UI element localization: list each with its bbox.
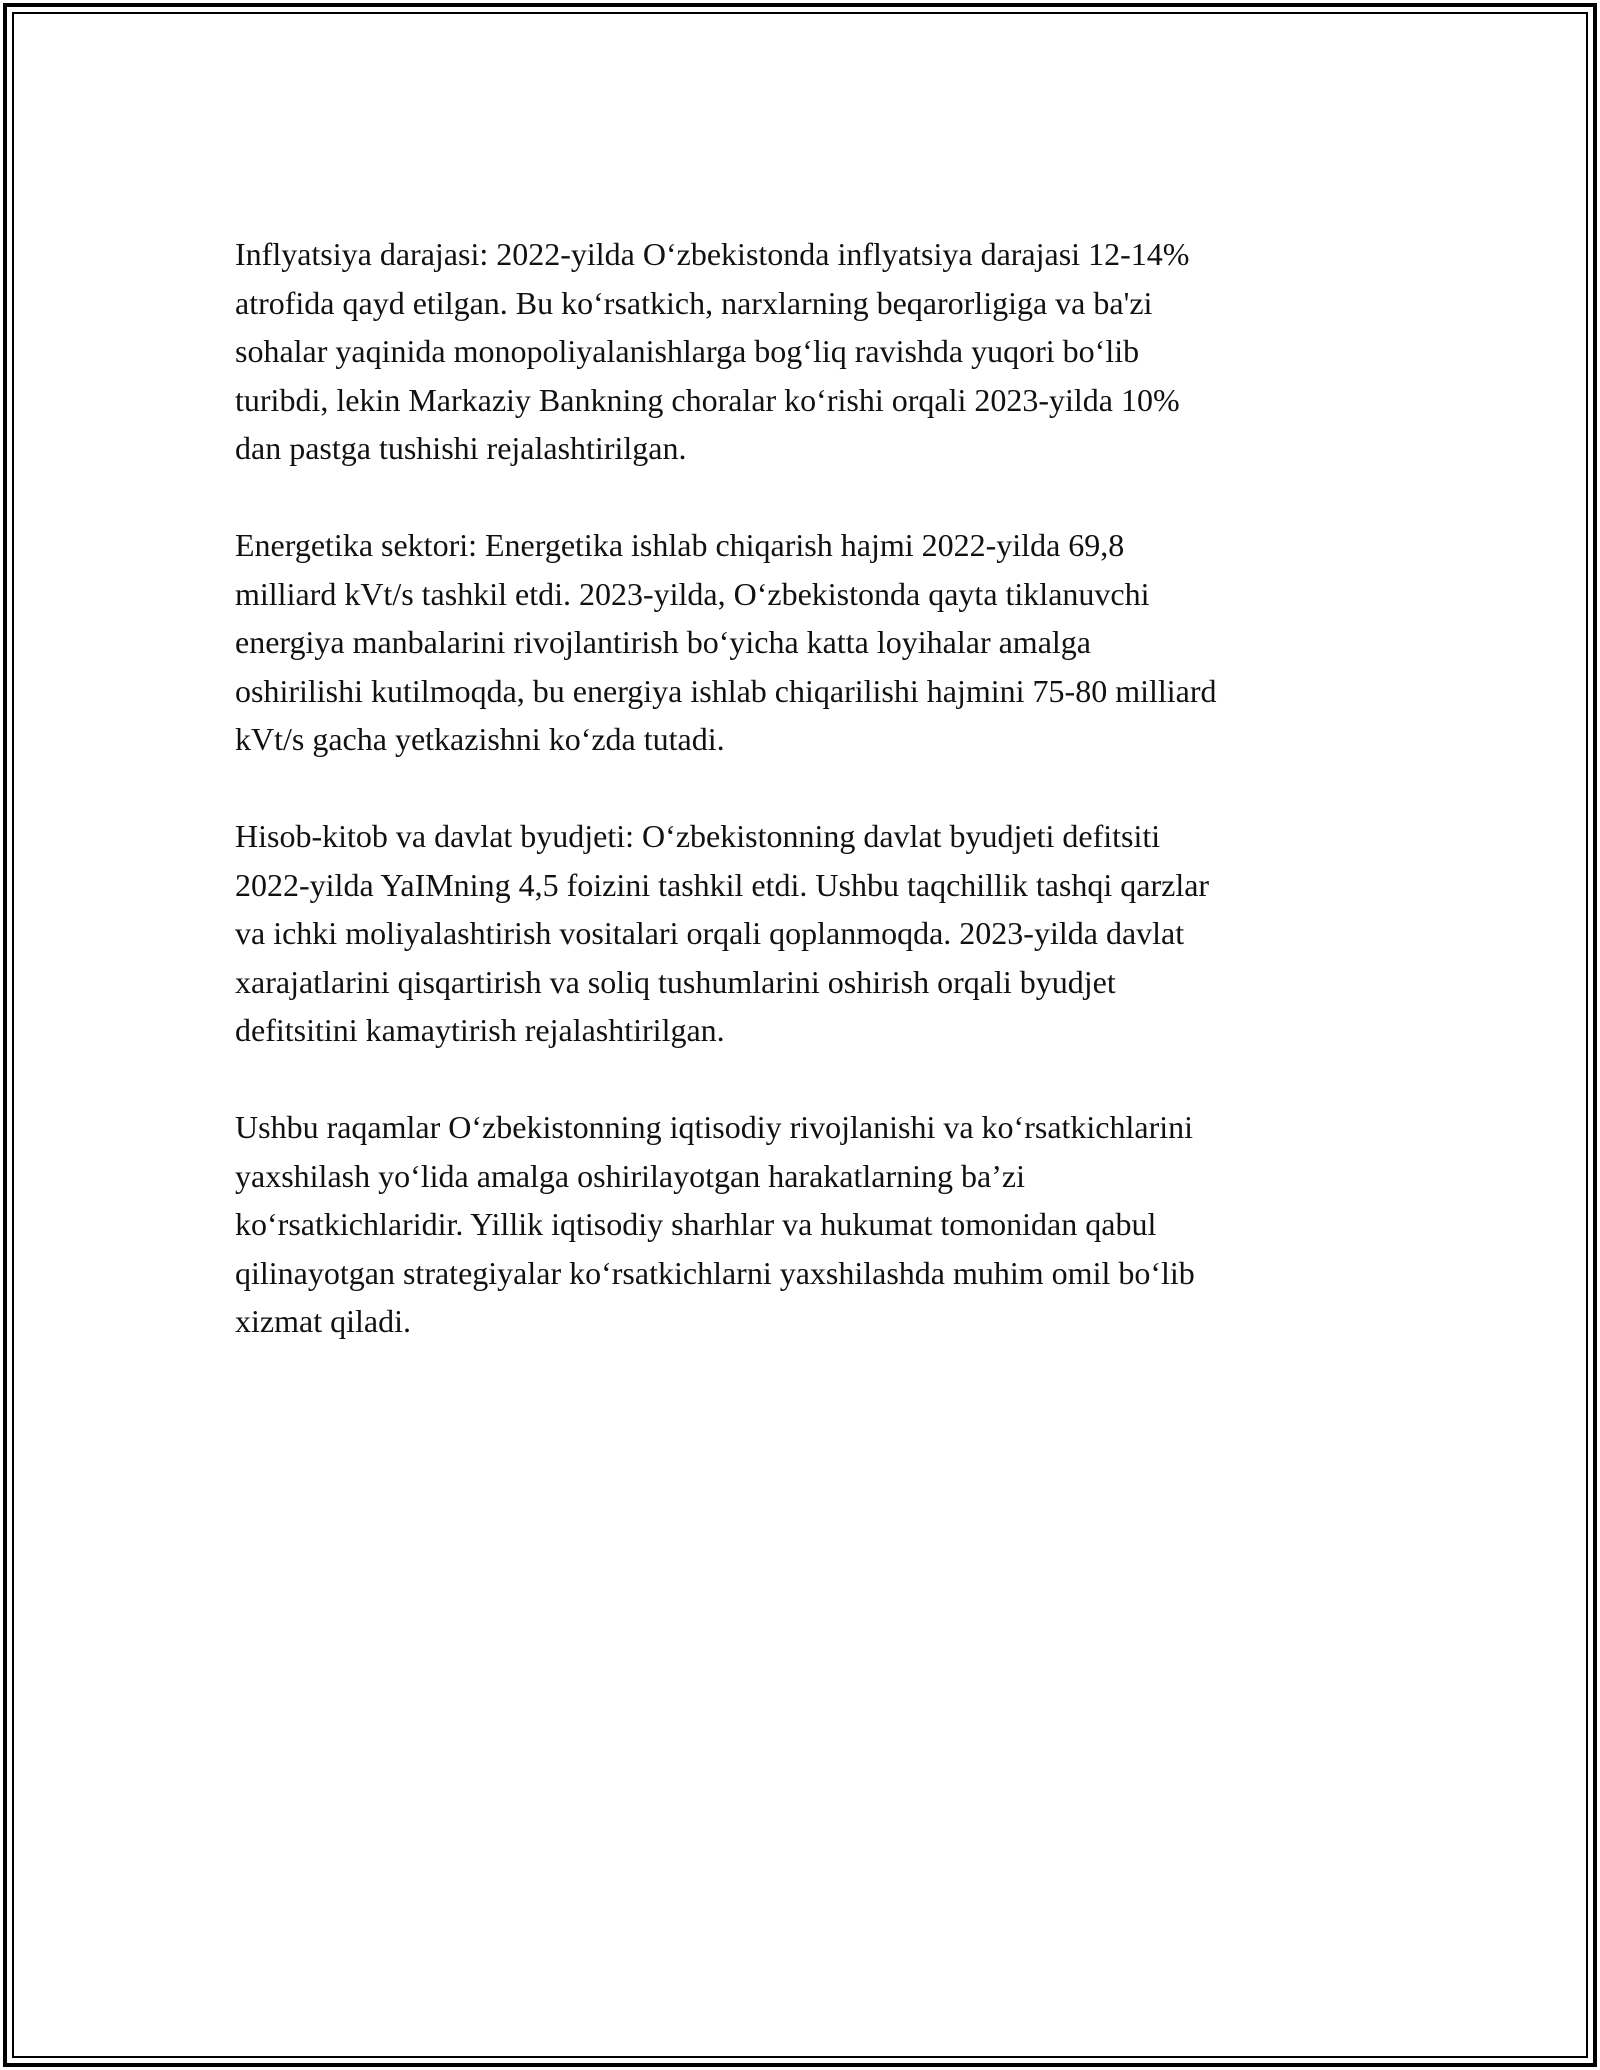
- paragraph-line: Inflyatsiya darajasi: 2022-yilda O‘zbekistonda inflyatsiya darajasi 12-14%: [235, 236, 1190, 272]
- paragraph-inflation: [235, 230, 1375, 473]
- paragraph-line: va ichki moliyalashtirish vositalari orqali qoplanmoqda. 2023-yilda davlat: [235, 915, 1185, 951]
- paragraph-line: dan pastga tushishi rejalashtirilgan.: [235, 430, 687, 466]
- paragraph-line: Ushbu raqamlar O‘zbekistonning iqtisodiy rivojlanishi va ko‘rsatkichlarini: [235, 1109, 1194, 1145]
- paragraph-line: xarajatlarini qisqartirish va soliq tushumlarini oshirish orqali byudjet: [235, 963, 1116, 1000]
- paragraph-line: Hisob-kitob va davlat byudjeti: O‘zbekistonning davlat byudjeti defitsiti: [235, 818, 1161, 854]
- paragraph-line: milliard kVt/s tashkil etdi. 2023-yilda, O‘zbekistonda qayta tiklanuvchi: [235, 575, 1150, 612]
- paragraph-line: sohalar yaqinida monopoliyalanishlarga bog‘liq ravishda yuqori bo‘lib: [235, 333, 1140, 369]
- paragraph-energy-sector: [235, 521, 1375, 764]
- paragraph-line: ko‘rsatkichlaridir. Yillik iqtisodiy sharhlar va hukumat tomonidan qabul: [235, 1206, 1157, 1242]
- paragraph-line: oshirilishi kutilmoqda, bu energiya ishlab chiqarilishi hajmini 75-80 milliard: [235, 672, 1217, 709]
- paragraph-line: kVt/s gacha yetkazishni ko‘zda tutadi.: [235, 721, 725, 757]
- paragraph-line: 2022-yilda YaIMning 4,5 foizini tashkil etdi. Ushbu taqchillik tashqi qarzlar: [235, 866, 1210, 903]
- document-body: [235, 230, 1375, 1346]
- paragraph-conclusion: [235, 1103, 1375, 1346]
- paragraph-line: qilinayotgan strategiyalar ko‘rsatkichlarni yaxshilashda muhim omil bo‘lib: [235, 1254, 1195, 1291]
- paragraph-line: Energetika sektori: Energetika ishlab chiqarish hajmi 2022-yilda 69,8: [235, 527, 1125, 563]
- paragraph-line: turibdi, lekin Markaziy Bankning choralar ko‘rishi orqali 2023-yilda 10%: [235, 381, 1180, 418]
- paragraph-line: xizmat qiladi.: [235, 1303, 411, 1339]
- paragraph-state-budget: [235, 812, 1375, 1055]
- paragraph-line: atrofida qayd etilgan. Bu ko‘rsatkich, narxlarning beqarorligiga va ba'zi: [235, 284, 1153, 321]
- paragraph-line: defitsitini kamaytirish rejalashtirilgan.: [235, 1012, 725, 1048]
- paragraph-line: yaxshilash yo‘lida amalga oshirilayotgan harakatlarning ba’zi: [235, 1157, 1025, 1194]
- paragraph-line: energiya manbalarini rivojlantirish bo‘yicha katta loyihalar amalga: [235, 624, 1091, 660]
